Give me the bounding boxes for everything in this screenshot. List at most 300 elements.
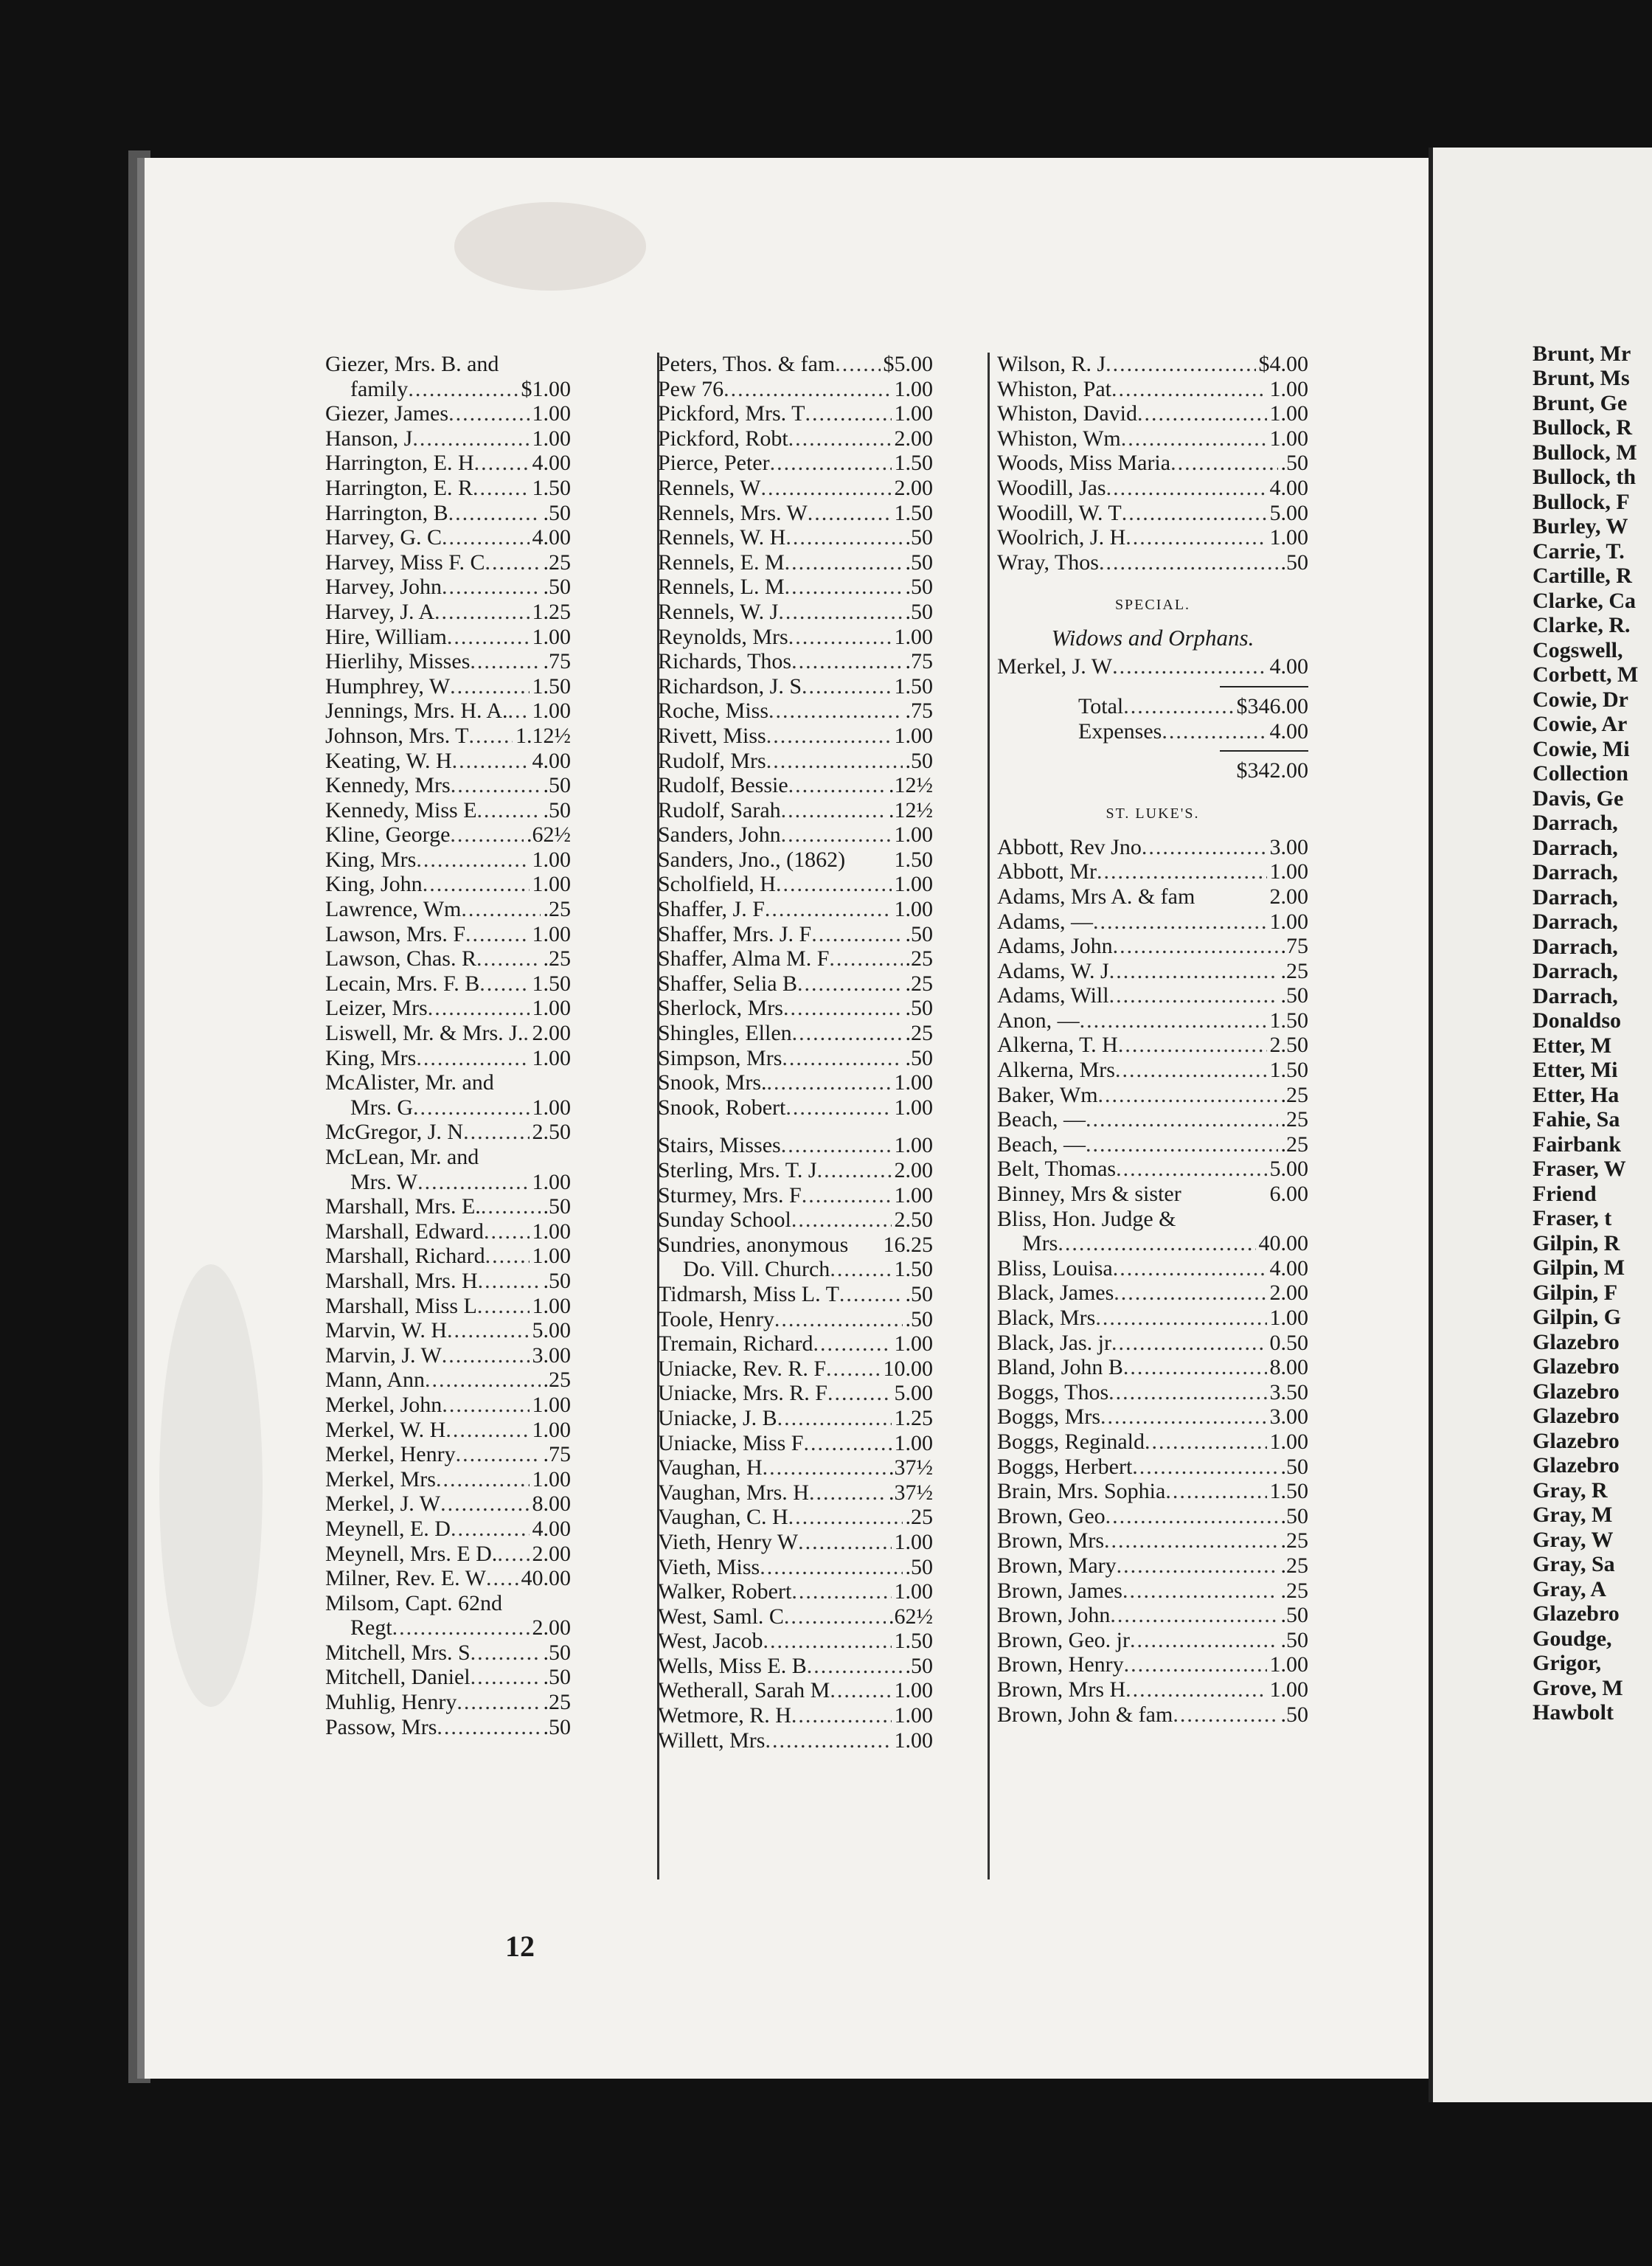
entry-name: Vieth, Henry W: [658, 1529, 799, 1554]
entry-amount: 16.25: [883, 1232, 933, 1257]
list-item: [658, 377, 933, 402]
facing-page-entry: Davis, Ge: [1533, 786, 1624, 811]
net-amount: $342.00: [1236, 758, 1308, 783]
entry-name: Brown, John: [997, 1603, 1111, 1628]
entry-amount: 1.00: [532, 921, 571, 946]
entry-name: Richards, Thos: [658, 649, 792, 674]
list-item: [325, 625, 571, 650]
entry-name: Tremain, Richard: [658, 1331, 813, 1357]
list-item: [325, 1715, 571, 1740]
leader-dots: [798, 1530, 891, 1555]
leader-dots: [1086, 1132, 1278, 1157]
leader-dots: [817, 1158, 892, 1183]
facing-page-entry: Fairbank: [1533, 1132, 1622, 1157]
entry-amount: 1.00: [894, 1070, 933, 1095]
entry-amount: 1.00: [532, 624, 571, 649]
sum-rule: [997, 679, 1308, 694]
leader-dots: [791, 1703, 892, 1728]
list-item: [997, 1083, 1308, 1108]
facing-page-entry: Darrach,: [1533, 884, 1618, 909]
entry-amount: 1.00: [532, 1417, 571, 1442]
list-item: [658, 1133, 933, 1158]
entry-amount: 4.00: [1269, 654, 1308, 679]
leader-dots: [477, 1294, 530, 1319]
leader-dots: [477, 798, 541, 823]
list-item: [325, 773, 571, 798]
list-item: [325, 1318, 571, 1343]
entry-amount: 5.00: [532, 1318, 571, 1343]
list-item: [997, 1702, 1308, 1728]
leader-dots: [788, 1505, 903, 1530]
entry-amount: 1.50: [894, 1629, 933, 1654]
entry-name: Rennels, L. M: [658, 575, 785, 600]
list-item: [997, 859, 1308, 884]
facing-page-entry: Brunt, Ms: [1533, 366, 1630, 391]
entry-name: Woodill, Jas: [997, 475, 1106, 500]
leader-dots: [485, 1244, 530, 1269]
facing-page-entry: Goudge,: [1533, 1626, 1612, 1651]
list-item: [658, 1654, 933, 1679]
entry-name: Hierlihy, Misses: [325, 649, 471, 674]
facing-page-entry: Friend: [1533, 1181, 1597, 1206]
entry-amount: 1.50: [894, 451, 933, 476]
leader-dots: [797, 971, 902, 997]
entry-name: Wells, Miss E. B: [658, 1653, 807, 1678]
entry-amount: 1.00: [894, 401, 933, 426]
facing-page-entry: Cogswell,: [1533, 637, 1623, 662]
list-item: [325, 946, 571, 971]
leader-dots: [1137, 401, 1267, 426]
entry-name: Vaughan, C. H: [658, 1505, 788, 1530]
leader-dots: [785, 550, 903, 575]
entry-name: Rivett, Miss: [658, 723, 766, 748]
leader-dots: [778, 600, 902, 625]
entry-name: Roche, Miss: [658, 699, 768, 724]
entry-amount: .50: [905, 550, 933, 575]
list-item: [997, 1603, 1308, 1628]
entry-name: Adams, Will: [997, 983, 1109, 1008]
entry-amount: .75: [1280, 934, 1308, 959]
entry-amount: 1.00: [532, 872, 571, 897]
entry-amount: $4.00: [1258, 352, 1308, 376]
leader-dots: [788, 625, 892, 650]
list-item: [997, 1579, 1308, 1604]
list-item: [325, 1517, 571, 1542]
leader-dots: [781, 822, 892, 848]
list-item: [658, 600, 933, 625]
list-item: [325, 897, 571, 922]
entry-name: Mitchell, Mrs. S: [325, 1640, 471, 1665]
entry-name: King, John: [325, 872, 423, 897]
list-item: [658, 1357, 933, 1382]
facing-page-entry: Bullock, th: [1533, 465, 1637, 490]
facing-page-entry: Etter, M: [1533, 1033, 1612, 1058]
leader-dots: [809, 1480, 886, 1506]
entry-amount: 8.00: [1269, 1355, 1308, 1380]
leader-dots: [1130, 1628, 1278, 1653]
entry-name: Black, Jas. jr: [997, 1330, 1111, 1355]
list-item: [997, 1132, 1308, 1157]
list-item: [997, 1677, 1308, 1702]
leader-dots: [1116, 1157, 1266, 1182]
leader-dots: [777, 1406, 892, 1431]
leader-dots: [776, 872, 892, 897]
entry-name: Adams, —: [997, 909, 1093, 934]
list-item: [658, 352, 933, 377]
list-item: [325, 674, 571, 699]
entry-name: Brown, John & fam: [997, 1702, 1173, 1727]
list-item: [658, 1307, 933, 1332]
entry-amount: .50: [543, 575, 571, 600]
entry-amount: .50: [905, 1653, 933, 1678]
entry-name: Snook, Mrs.: [658, 1070, 767, 1095]
entry-name: Anon, —: [997, 1008, 1080, 1033]
entry-amount: 1.00: [532, 1095, 571, 1120]
entry-amount: 3.00: [1269, 834, 1308, 859]
list-item: [658, 1530, 933, 1555]
entry-amount: .50: [905, 599, 933, 624]
leader-dots: [839, 1282, 903, 1307]
leader-dots: [485, 550, 541, 575]
entry-name: Rennels, W. J: [658, 599, 779, 624]
list-item: [325, 649, 571, 674]
leader-dots: [417, 1170, 529, 1195]
entry-name: Sherlock, Mrs: [658, 996, 783, 1021]
entry-amount: .25: [905, 1021, 933, 1046]
list-item: [325, 749, 571, 774]
leader-dots: [802, 1183, 892, 1208]
leader-dots: [428, 996, 530, 1021]
leader-dots: [791, 649, 902, 674]
leader-dots: [445, 1418, 529, 1443]
entry-name: McGregor, J. N: [325, 1120, 464, 1145]
entry-amount: 1.12½: [516, 723, 571, 748]
list-item: [325, 1170, 571, 1195]
entry-amount: 1.00: [894, 1430, 933, 1455]
entry-amount: 1.00: [532, 1466, 571, 1491]
entry-name: Scholfield, H: [658, 872, 776, 897]
list-item: [658, 1703, 933, 1728]
spacer: [997, 575, 1308, 588]
entry-name: Hire, William: [325, 624, 447, 649]
entry-name: Harrington, B: [325, 500, 448, 525]
entry-amount: .25: [905, 1505, 933, 1530]
leader-dots: [450, 674, 529, 699]
list-item: [325, 848, 571, 873]
entry-amount: .50: [543, 500, 571, 525]
facing-page-entry: Darrach,: [1533, 909, 1618, 935]
entry-amount: .12½: [889, 797, 933, 822]
facing-page-entry: Darrach,: [1533, 811, 1618, 836]
list-item: [658, 724, 933, 749]
list-item: [658, 401, 933, 426]
entry-name: Adams, W. J: [997, 958, 1109, 983]
facing-page-fragments: [1533, 342, 1638, 1725]
list-item: [997, 1281, 1308, 1306]
list-item: [658, 773, 933, 798]
entry-amount: 2.50: [894, 1208, 933, 1233]
entry-name: Pew 76: [658, 376, 724, 401]
list-item: [658, 1480, 933, 1506]
facing-page-entry: Glazebro: [1533, 1329, 1620, 1354]
entry-name: Tidmarsh, Miss L. T: [658, 1281, 839, 1306]
facing-page-entry: Glazebro: [1533, 1601, 1620, 1626]
entry-name: Belt, Thomas: [997, 1157, 1117, 1182]
list-item: [997, 909, 1308, 935]
leader-dots: [1123, 1355, 1267, 1380]
entry-amount: 1.00: [894, 1182, 933, 1208]
list-item: [658, 1331, 933, 1357]
entry-amount: .75: [905, 649, 933, 674]
leader-dots: [1086, 1107, 1278, 1132]
entry-name: Milsom, Capt. 62nd: [325, 1590, 503, 1615]
leader-dots: [785, 1095, 891, 1120]
entry-amount: 2.00: [532, 1541, 571, 1566]
entry-amount: .50: [1280, 1627, 1308, 1652]
entry-amount: 1.00: [894, 1331, 933, 1357]
entry-amount: .37½: [889, 1455, 933, 1480]
entry-amount: 1.00: [894, 376, 933, 401]
leader-dots: [788, 426, 892, 451]
entry-amount: 1.50: [1269, 1058, 1308, 1083]
entry-amount: 5.00: [1269, 500, 1308, 525]
entry-amount: .50: [905, 575, 933, 600]
list-item: [325, 1244, 571, 1269]
list-item: [658, 674, 933, 699]
entry-name: Toole, Henry: [658, 1306, 774, 1331]
leader-dots: [766, 749, 903, 774]
entry-name: Abbott, Rev Jno: [997, 834, 1142, 859]
entry-name: Lawson, Chas. R: [325, 946, 476, 971]
leader-dots: [1113, 934, 1278, 959]
list-item: [997, 934, 1308, 959]
entry-amount: .25: [1280, 1107, 1308, 1132]
entry-amount: 40.00: [521, 1566, 571, 1591]
column-3-bottom-list: [997, 835, 1308, 1727]
list-item: [658, 1282, 933, 1307]
leader-dots: [792, 1021, 903, 1046]
entry-amount: 1.00: [1269, 1677, 1308, 1702]
entry-amount: 1.00: [1269, 426, 1308, 451]
entry-amount: 8.00: [532, 1491, 571, 1517]
facing-page-entry: Gray, R: [1533, 1477, 1608, 1503]
leader-dots: [1125, 525, 1266, 550]
leader-dots: [1112, 654, 1266, 679]
list-item: [997, 1430, 1308, 1455]
entry-amount: 1.50: [894, 1257, 933, 1282]
entry-name: Shaffer, Mrs. J. F: [658, 921, 812, 946]
list-item: [658, 476, 933, 501]
entry-name: Adams, Mrs A. & fam: [997, 884, 1195, 909]
entry-name: West, Jacob: [658, 1629, 763, 1654]
leader-dots: [437, 1715, 540, 1740]
entry-name: Binney, Mrs & sister: [997, 1182, 1181, 1207]
entry-amount: 1.00: [1269, 859, 1308, 884]
list-item: [658, 1629, 933, 1654]
entry-amount: .25: [543, 550, 571, 575]
leader-dots: [1106, 352, 1255, 377]
list-item: [997, 550, 1308, 575]
entry-amount: .50: [543, 773, 571, 798]
list-item: [325, 1467, 571, 1492]
entry-name: Wetmore, R. H: [658, 1703, 791, 1728]
expenses-label: Expenses: [1078, 718, 1162, 744]
facing-page-entry: Etter, Ha: [1533, 1082, 1620, 1107]
facing-page-entry: Darrach,: [1533, 959, 1618, 984]
leader-dots: [1132, 1455, 1277, 1480]
entry-name: Brown, James: [997, 1578, 1122, 1603]
leader-dots: [1098, 1083, 1278, 1108]
leader-dots: [484, 1219, 530, 1244]
list-item: [997, 1628, 1308, 1653]
list-item: [325, 1046, 571, 1071]
entry-amount: 2.00: [532, 1615, 571, 1640]
facing-page-entry: Clarke, R.: [1533, 613, 1631, 638]
entry-name: Baker, Wm: [997, 1082, 1098, 1107]
facing-page-entry: Gray, Sa: [1533, 1552, 1615, 1577]
entry-amount: 1.00: [532, 426, 571, 451]
entry-amount: .25: [1280, 1082, 1308, 1107]
entry-amount: 5.00: [894, 1381, 933, 1406]
list-item: [325, 451, 571, 476]
entry-name: Brain, Mrs. Sophia: [997, 1479, 1166, 1504]
list-item: [658, 1579, 933, 1604]
entry-amount: 1.00: [532, 996, 571, 1021]
entry-amount: 1.00: [1269, 525, 1308, 550]
entry-name: Rennels, E. M: [658, 550, 785, 575]
entry-amount: .50: [543, 797, 571, 822]
leader-dots: [1142, 835, 1267, 860]
entry-name: Sterling, Mrs. T. J: [658, 1158, 817, 1182]
list-item: [997, 1455, 1308, 1480]
list-item: [658, 1021, 933, 1046]
leader-dots: [408, 377, 518, 402]
entry-name: Boggs, Thos: [997, 1379, 1109, 1404]
entry-name: Giezer, James: [325, 401, 449, 426]
list-item: [997, 352, 1308, 377]
list-item: [325, 377, 571, 402]
entry-amount: 1.00: [894, 897, 933, 922]
entry-name: Uniacke, J. B: [658, 1405, 777, 1430]
entry-amount: 1.25: [532, 599, 571, 624]
entry-amount: .37½: [889, 1480, 933, 1505]
entry-name: McLean, Mr. and: [325, 1145, 479, 1169]
list-item: [325, 1690, 571, 1715]
list-item: [325, 1145, 571, 1170]
facing-page-entry: Darrach,: [1533, 860, 1618, 885]
sum-rule: [997, 744, 1308, 758]
entry-name: Wray, Thos: [997, 550, 1099, 575]
entry-name: Do. Vill. Church: [683, 1257, 830, 1282]
entry-amount: .25: [543, 1690, 571, 1715]
entry-name: Rennels, W: [658, 475, 761, 500]
entry-name: Shaffer, J. F: [658, 897, 765, 922]
facing-page-entry: Gray, M: [1533, 1503, 1613, 1528]
leader-dots: [1121, 426, 1267, 451]
entry-amount: .25: [1280, 958, 1308, 983]
leader-dots: [784, 1604, 886, 1629]
list-item: [997, 1157, 1308, 1182]
leader-dots: [471, 1665, 541, 1690]
leader-dots: [770, 451, 892, 476]
entry-name: King, Mrs: [325, 1045, 417, 1070]
entry-name: Milner, Rev. E. W: [325, 1566, 486, 1591]
list-item: [658, 1070, 933, 1095]
entry-name: Mrs. G: [350, 1095, 414, 1120]
entry-amount: 2.00: [894, 426, 933, 451]
leader-dots: [457, 1690, 540, 1715]
list-item: [658, 1257, 933, 1282]
list-item: [325, 1269, 571, 1294]
list-item: [325, 1095, 571, 1120]
entry-name: Liswell, Mr. & Mrs. J.: [325, 1021, 524, 1046]
list-item: [658, 1208, 933, 1233]
spacer: [997, 783, 1308, 797]
entry-amount: 1.00: [532, 1244, 571, 1269]
list-item: [997, 983, 1308, 1008]
entry-amount: 1.00: [532, 1219, 571, 1244]
entry-name: Brown, Henry: [997, 1652, 1124, 1677]
entry-amount: .50: [543, 1194, 571, 1219]
leader-dots: [1095, 1306, 1266, 1331]
leader-dots: [830, 1678, 891, 1703]
list-item: [658, 1095, 933, 1120]
entry-amount: 1.00: [894, 872, 933, 897]
leader-dots: [1058, 1231, 1255, 1256]
list-item: [997, 1652, 1308, 1677]
list-item: [997, 1479, 1308, 1504]
list-item: [325, 1393, 571, 1418]
list-item: [658, 822, 933, 848]
leader-dots: [434, 600, 529, 625]
leader-dots: [723, 377, 891, 402]
entry-name: Whiston, David: [997, 401, 1137, 426]
leader-dots: [791, 1208, 892, 1233]
entry-name: Harvey, J. A: [325, 599, 435, 624]
entry-amount: 1.00: [894, 624, 933, 649]
leader-dots: [811, 922, 902, 947]
entry-name: Shaffer, Selia B: [658, 971, 798, 996]
entry-name: Walker, Robert: [658, 1579, 792, 1604]
leader-dots: [392, 1615, 530, 1640]
list-item: [997, 959, 1308, 984]
entry-amount: 1.00: [894, 1095, 933, 1120]
entry-name: Uniacke, Miss F: [658, 1430, 804, 1455]
facing-page-entry: Darrach,: [1533, 934, 1618, 959]
entry-name: Bliss, Hon. Judge &: [997, 1206, 1176, 1231]
leader-dots: [1110, 1603, 1277, 1628]
entry-name: Meynell, E. D: [325, 1516, 451, 1541]
entry-amount: 1.00: [532, 1293, 571, 1318]
entry-name: Shingles, Ellen: [658, 1021, 792, 1046]
entry-amount: .50: [905, 1554, 933, 1579]
entry-amount: .25: [905, 946, 933, 971]
list-item: [997, 451, 1308, 476]
leader-dots: [782, 1046, 902, 1071]
leader-dots: [760, 1555, 902, 1580]
list-item: [325, 1194, 571, 1219]
leader-dots: [451, 773, 541, 798]
leader-dots: [1097, 859, 1267, 884]
entry-name: Sanders, Jno., (1862): [658, 847, 846, 872]
entry-amount: .50: [905, 1045, 933, 1070]
entry-name: Willett, Mrs: [658, 1728, 766, 1753]
entry-name: Johnson, Mrs. T: [325, 723, 469, 748]
entry-name: Wetherall, Sarah M: [658, 1678, 830, 1703]
facing-page-entry: Grigor,: [1533, 1651, 1602, 1676]
page-stain: [454, 202, 646, 291]
entry-name: Sanders, John: [658, 822, 781, 848]
